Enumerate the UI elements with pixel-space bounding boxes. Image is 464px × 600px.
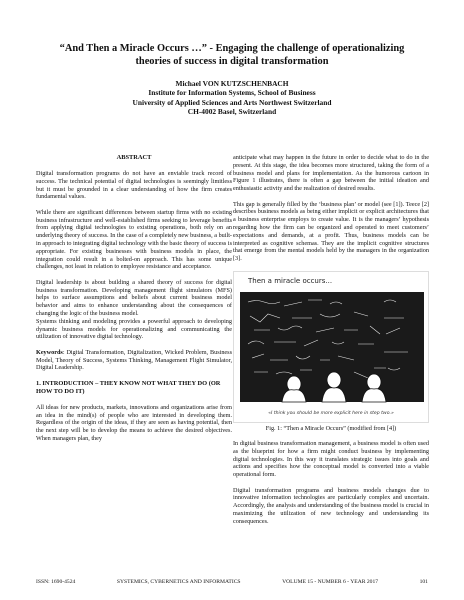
right-paragraph-3: In digital business transformation management, a business model is often used as the blueprint for how a firm might conduct business by implementing digital technologies. In this way it translates strategic issues into goals and actions and specifies how the conceptual model is converted into a viable operational form.: [233, 439, 429, 479]
right-paragraph-2: This gap is generally filled by the ‘business plan’ or model (see [1]). Teece [2] describes business models as being either implicit or explicit architectures that a business enterprise employs to create value. It is the managers’ hypothesis regarding how the firm can be organized and operated to meet customers’ expectations and demands, at a profit. Thus, business models can be interpreted as cognitive schemas. They are the implicit cognitive structures that emerge from the mental models held by the managers in the organization [3].: [233, 200, 429, 263]
abstract-paragraph-3: Digital leadership is about building a shared theory of success for digital business transformation. Developing management flight simulators (MFS) helps to surface assumptions and beliefs about current business model behavior and aims to enhance understanding about the consequences of changing the logic of the business model.: [36, 278, 232, 317]
title-line-1: “And Then a Miracle Occurs …” - Engaging the challenge of operationalizing: [59, 43, 405, 54]
figure-caption: Fig. 1: “Then a Miracle Occurs” (modified from [4]): [265, 424, 397, 432]
introduction-heading: 1. INTRODUCTION – THEY KNOW NOT WHAT THEY DO (OR HOW TO DO IT): [36, 379, 221, 395]
abstract-paragraph-1: Digital transformation programs do not have an enviable track record of success. The technical potential of digital technologies is seemingly limitless but it must be grounded in a clear understanding of how the firm creates fundamental values.: [36, 170, 232, 201]
abstract-paragraph-2: While there are significant differences between startup firms with no existing business infrastructure and well-established firms seeking to leverage benefits from applying digital technologies to existing operations, both rely on an underlying theory of success. In the case of a completely new business, a built-in approach to integrating digital technology with the basic theory of success is appropriate. For existing businesses with business models in place, the integration could result in a bolted-on approach. This has some unique challenges, not least in relation to employee resistance and acceptance.: [36, 208, 232, 271]
abstract-paragraph-4: Systems thinking and modeling provides a powerful approach to developing dynamic business models for operationalizing and communicating the utilization of innovative digital technology.: [36, 317, 232, 341]
keywords-text: : Digital Transformation, Digitalization, Wicked Problem, Business Model, Theory of Success, Systems Thinking, Management Flight Simulator, Digital Leadership.: [36, 348, 232, 372]
right-paragraph-4: Digital transformation programs and business models changes due to innovative information technologies are particularly complex and uncertain. Accordingly, the analysis and understanding of the business model is crucial in maximizing the utilization of new technology and understanding its consequences.: [233, 486, 429, 525]
abstract-heading: ABSTRACT: [116, 154, 152, 161]
figure-title: Then a miracle occurs...: [248, 276, 333, 285]
left-column: [36, 154, 232, 450]
page-footer: [36, 579, 428, 586]
footer-issn: ISSN: 1690-4524: [36, 579, 76, 585]
affiliation-1: Institute for Information Systems, School of Business: [148, 88, 316, 98]
cartoon-illustration: [234, 272, 430, 424]
footer-volume: VOLUME 15 - NUMBER 6 - YEAR 2017: [282, 579, 379, 585]
footer-page-number: 101: [419, 579, 428, 585]
keywords: [36, 349, 232, 372]
right-column: [233, 154, 429, 533]
figure-inner-caption: «I think you should be more explicit here in step two.»: [268, 410, 394, 416]
author-block: [28, 79, 436, 117]
cartoon-figure: [233, 271, 429, 423]
keywords-label: Keywords: [36, 348, 63, 356]
introduction-paragraph: All ideas for new products, markets, innovations and organizations arise from an idea in the mind(s) of people who are interested in developing them. Regardless of the origin of the ideas, if they are seen as having potential, then the next step will be to develop the means to achieve the desired objectives. When managers plan, they: [36, 403, 232, 442]
affiliation-2: University of Applied Sciences and Arts Northwest Switzerland: [132, 97, 332, 107]
right-paragraph-1: anticipate what may happen in the future in order to decide what to do in the present. At this stage, the idea becomes more structured, taking the form of a business model and plans for implementation. As the humorous cartoon in Figure 1 illustrates, there is often a gap between the initial ideation and enthusiastic activity and the realization of desired results.: [233, 154, 429, 193]
footer-journal: SYSTEMICS, CYBERNETICS AND INFORMATICS: [116, 579, 241, 585]
paper-title: [28, 43, 436, 68]
affiliation-3: CH-4002 Basel, Switzerland: [187, 107, 277, 117]
author-name: Michael VON KUTZSCHENBACH: [175, 79, 289, 88]
title-line-2: theories of success in digital transformation: [135, 55, 329, 67]
